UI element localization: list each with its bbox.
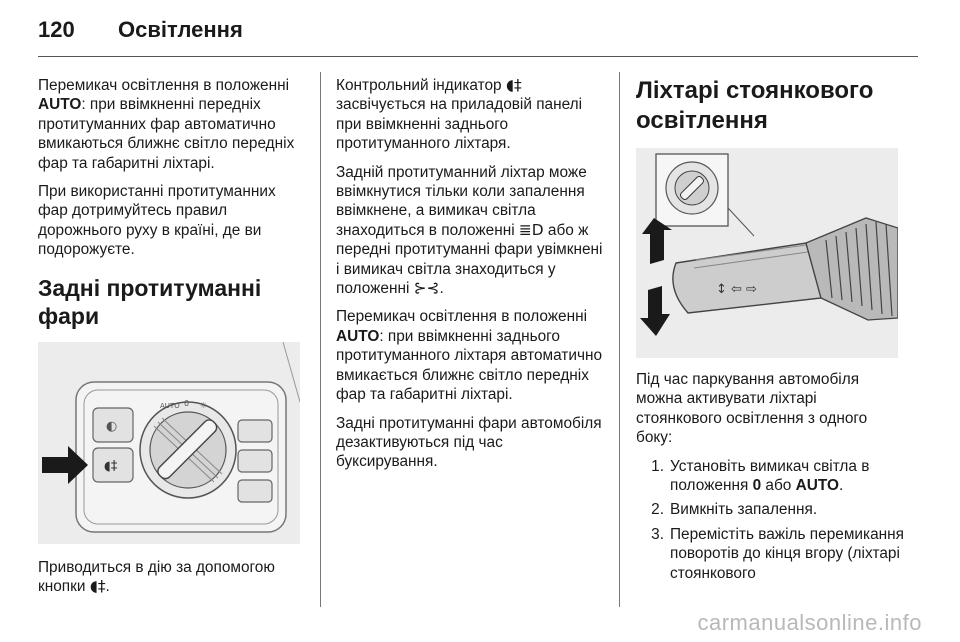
- rear-fog-lamp-icon: ◖‡: [89, 577, 106, 596]
- figure-light-switch-panel: [38, 342, 300, 544]
- steps-list: [636, 457, 904, 583]
- parking-light-icon: ⊱⊰: [413, 279, 440, 298]
- column-left: [38, 76, 308, 605]
- header-rule: [38, 56, 918, 57]
- paragraph-rear-fog-conditions: Задній протитуманний ліхтар може ввімкнутися тільки коли запалення ввімкнене, а вимикач світла знаходиться в положенні ≣D або ж передні протитуманні фари увімкнені і вимикач світла знаходиться у положенні ⊱⊰.: [336, 163, 603, 298]
- figure-caption-rear-fog: Приводиться в дію за допомогою кнопки ◖‡.: [38, 558, 275, 596]
- page-header: [38, 14, 918, 46]
- svg-text:AUTO: AUTO: [160, 401, 180, 410]
- figure-turn-signal-lever: [636, 148, 898, 358]
- paragraph-fog-rules: При використанні протитуманних фар дотримуйтесь правил дорожнього руху в країні, де ви подорожуєте.: [38, 183, 276, 259]
- list-item: 2. Вимкніть запалення.: [651, 501, 818, 519]
- list-item: 3. Перемістіть важіль перемикання поворотів до кінця вгору (ліхтарі стоянкового: [651, 525, 904, 582]
- page-title: Освітлення: [118, 17, 243, 42]
- auto-label: AUTO: [336, 327, 380, 345]
- column-middle: [336, 76, 608, 481]
- paragraph-rear-fog-auto: Перемикач освітлення в положенні AUTO: при ввімкненні заднього протитуманного ліхтаря автоматично вмикається ближнє світло передніх фар та габаритні ліхтарі.: [336, 308, 603, 404]
- rear-fog-lamp-icon: ◖‡: [505, 76, 522, 94]
- svg-text:◐: ◐: [106, 418, 118, 434]
- column-divider: [320, 72, 321, 607]
- svg-text:◖‡: ◖‡: [104, 458, 118, 474]
- list-item: 1. Установіть вимикач світла в положення 0 або AUTO.: [651, 457, 870, 495]
- watermark: carmanualsonline.info: [697, 610, 922, 635]
- svg-text:☼: ☼: [200, 400, 208, 410]
- paragraph-indicator: Контрольний індикатор ◖‡ засвічується на приладовій панелі при ввімкненні заднього протитуманного ліхтаря.: [336, 76, 583, 153]
- paragraph-fog-auto: Перемикач освітлення в положенні AUTO: при ввімкненні передніх протитуманних фар автоматично вмикаються ближнє світло передніх фар та габаритні ліхтарі.: [38, 77, 295, 172]
- column-right: [636, 76, 904, 588]
- paragraph-towing: Задні протитуманні фари автомобіля дезактивуються під час буксирування.: [336, 414, 602, 471]
- auto-label: AUTO: [38, 96, 82, 114]
- svg-text:↕ ⇦ ⇨: ↕ ⇦ ⇨: [716, 282, 757, 297]
- section-heading-parking-lights: Ліхтарі стоянкового освітлення: [636, 77, 874, 134]
- low-beam-icon: ≣D: [518, 220, 544, 239]
- svg-text:0: 0: [184, 398, 190, 408]
- section-heading-rear-fog: Задні протитуманні фари: [38, 274, 262, 329]
- page-number: 120: [38, 17, 75, 42]
- paragraph-parking-intro: Під час паркування автомобіля можна активувати ліхтарі стоянкового освітлення з одного боку:: [636, 371, 868, 447]
- column-divider: [619, 72, 620, 607]
